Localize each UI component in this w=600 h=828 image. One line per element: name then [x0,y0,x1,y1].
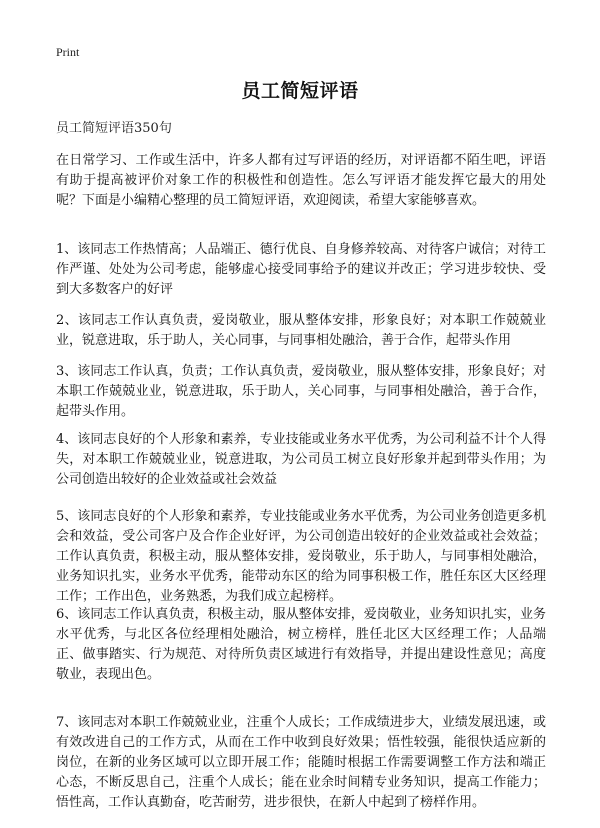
print-link[interactable]: Print [56,45,80,59]
page-title: 员工简短评语 [241,80,359,102]
comment-paragraph-2: 2、该同志工作认真负责，爱岗敬业，服从整体安排，形象良好；对本职工作兢兢业业，锐意进取，乐于助人，关心同事，与同事相处融洽，善于合作，起带头作用 [56,313,546,348]
comment-paragraph-6: 6、该同志工作认真负责，积极主动，服从整体安排，爱岗敬业，业务知识扎实，业务水平优秀，与北区各位经理相处融洽，树立榜样，胜任北区大区经理工作；人品端正、做事踏实、行为规范、对待所负责区域进行有效指导，并提出建设性意见；高度敬业，表现出色。 [56,607,546,682]
comment-paragraph-4: 4、该同志良好的个人形象和素养，专业技能或业务水平优秀，为公司利益不计个人得失，对本职工作兢兢业业，锐意进取，为公司员工树立良好形象并起到带头作用；为公司创造出较好的企业效益或社会效益 [56,432,546,487]
comment-paragraph-3: 3、该同志工作认真，负责；工作认真负责，爱岗敬业，服从整体安排，形象良好；对本职工作兢兢业业，锐意进取，乐于助人，关心同事，与同事相处融洽，善于合作，起带头作用。 [56,364,546,419]
comment-paragraph-5: 5、该同志良好的个人形象和素养，专业技能或业务水平优秀，为公司业务创造更多机会和效益，受公司客户及合作企业好评，为公司创造出较好的企业效益或社会效益；工作认真负责，积极主动，服从整体安排，爱岗敬业，乐于助人，与同事相处融洽，业务知识扎实，业务水平优秀，能带动东区的给为同事积极工作，胜任东区大区经理工作；工作出色，业务熟悉，为我们成立起榜样。 [56,509,546,604]
intro-paragraph: 在日常学习、工作或生活中，许多人都有过写评语的经历，对评语都不陌生吧，评语有助于提高被评价对象工作的积极性和创造性。怎么写评语才能发挥它最大的用处呢？下面是小编精心整理的员工简短评语，欢迎阅读，希望大家能够喜欢。 [56,153,546,208]
comment-paragraph-1: 1、该同志工作热情高；人品端正、德行优良、自身修养较高、对待客户诚信；对待工作严谨、处处为公司考虑，能够虚心接受同事给予的建议并改正；学习进步较快、受到大多数客户的好评 [56,242,546,297]
comment-paragraph-7: 7、该同志对本职工作兢兢业业，注重个人成长；工作成绩进步大，业绩发展迅速，或有效改进自己的工作方式，从而在工作中收到良好效果；悟性较强，能很快适应新的岗位，在新的业务区域可以立即开展工作；能随时根据工作需要调整工作方法和端正心态，不断反思自己，注重个人成长；能在业余时间精专业务知识，提高工作能力；悟性高，工作认真勤奋，吃苦耐劳，进步很快，在新人中起到了榜样作用。 [56,715,546,810]
page-subtitle: 员工简短评语350句 [56,121,172,136]
